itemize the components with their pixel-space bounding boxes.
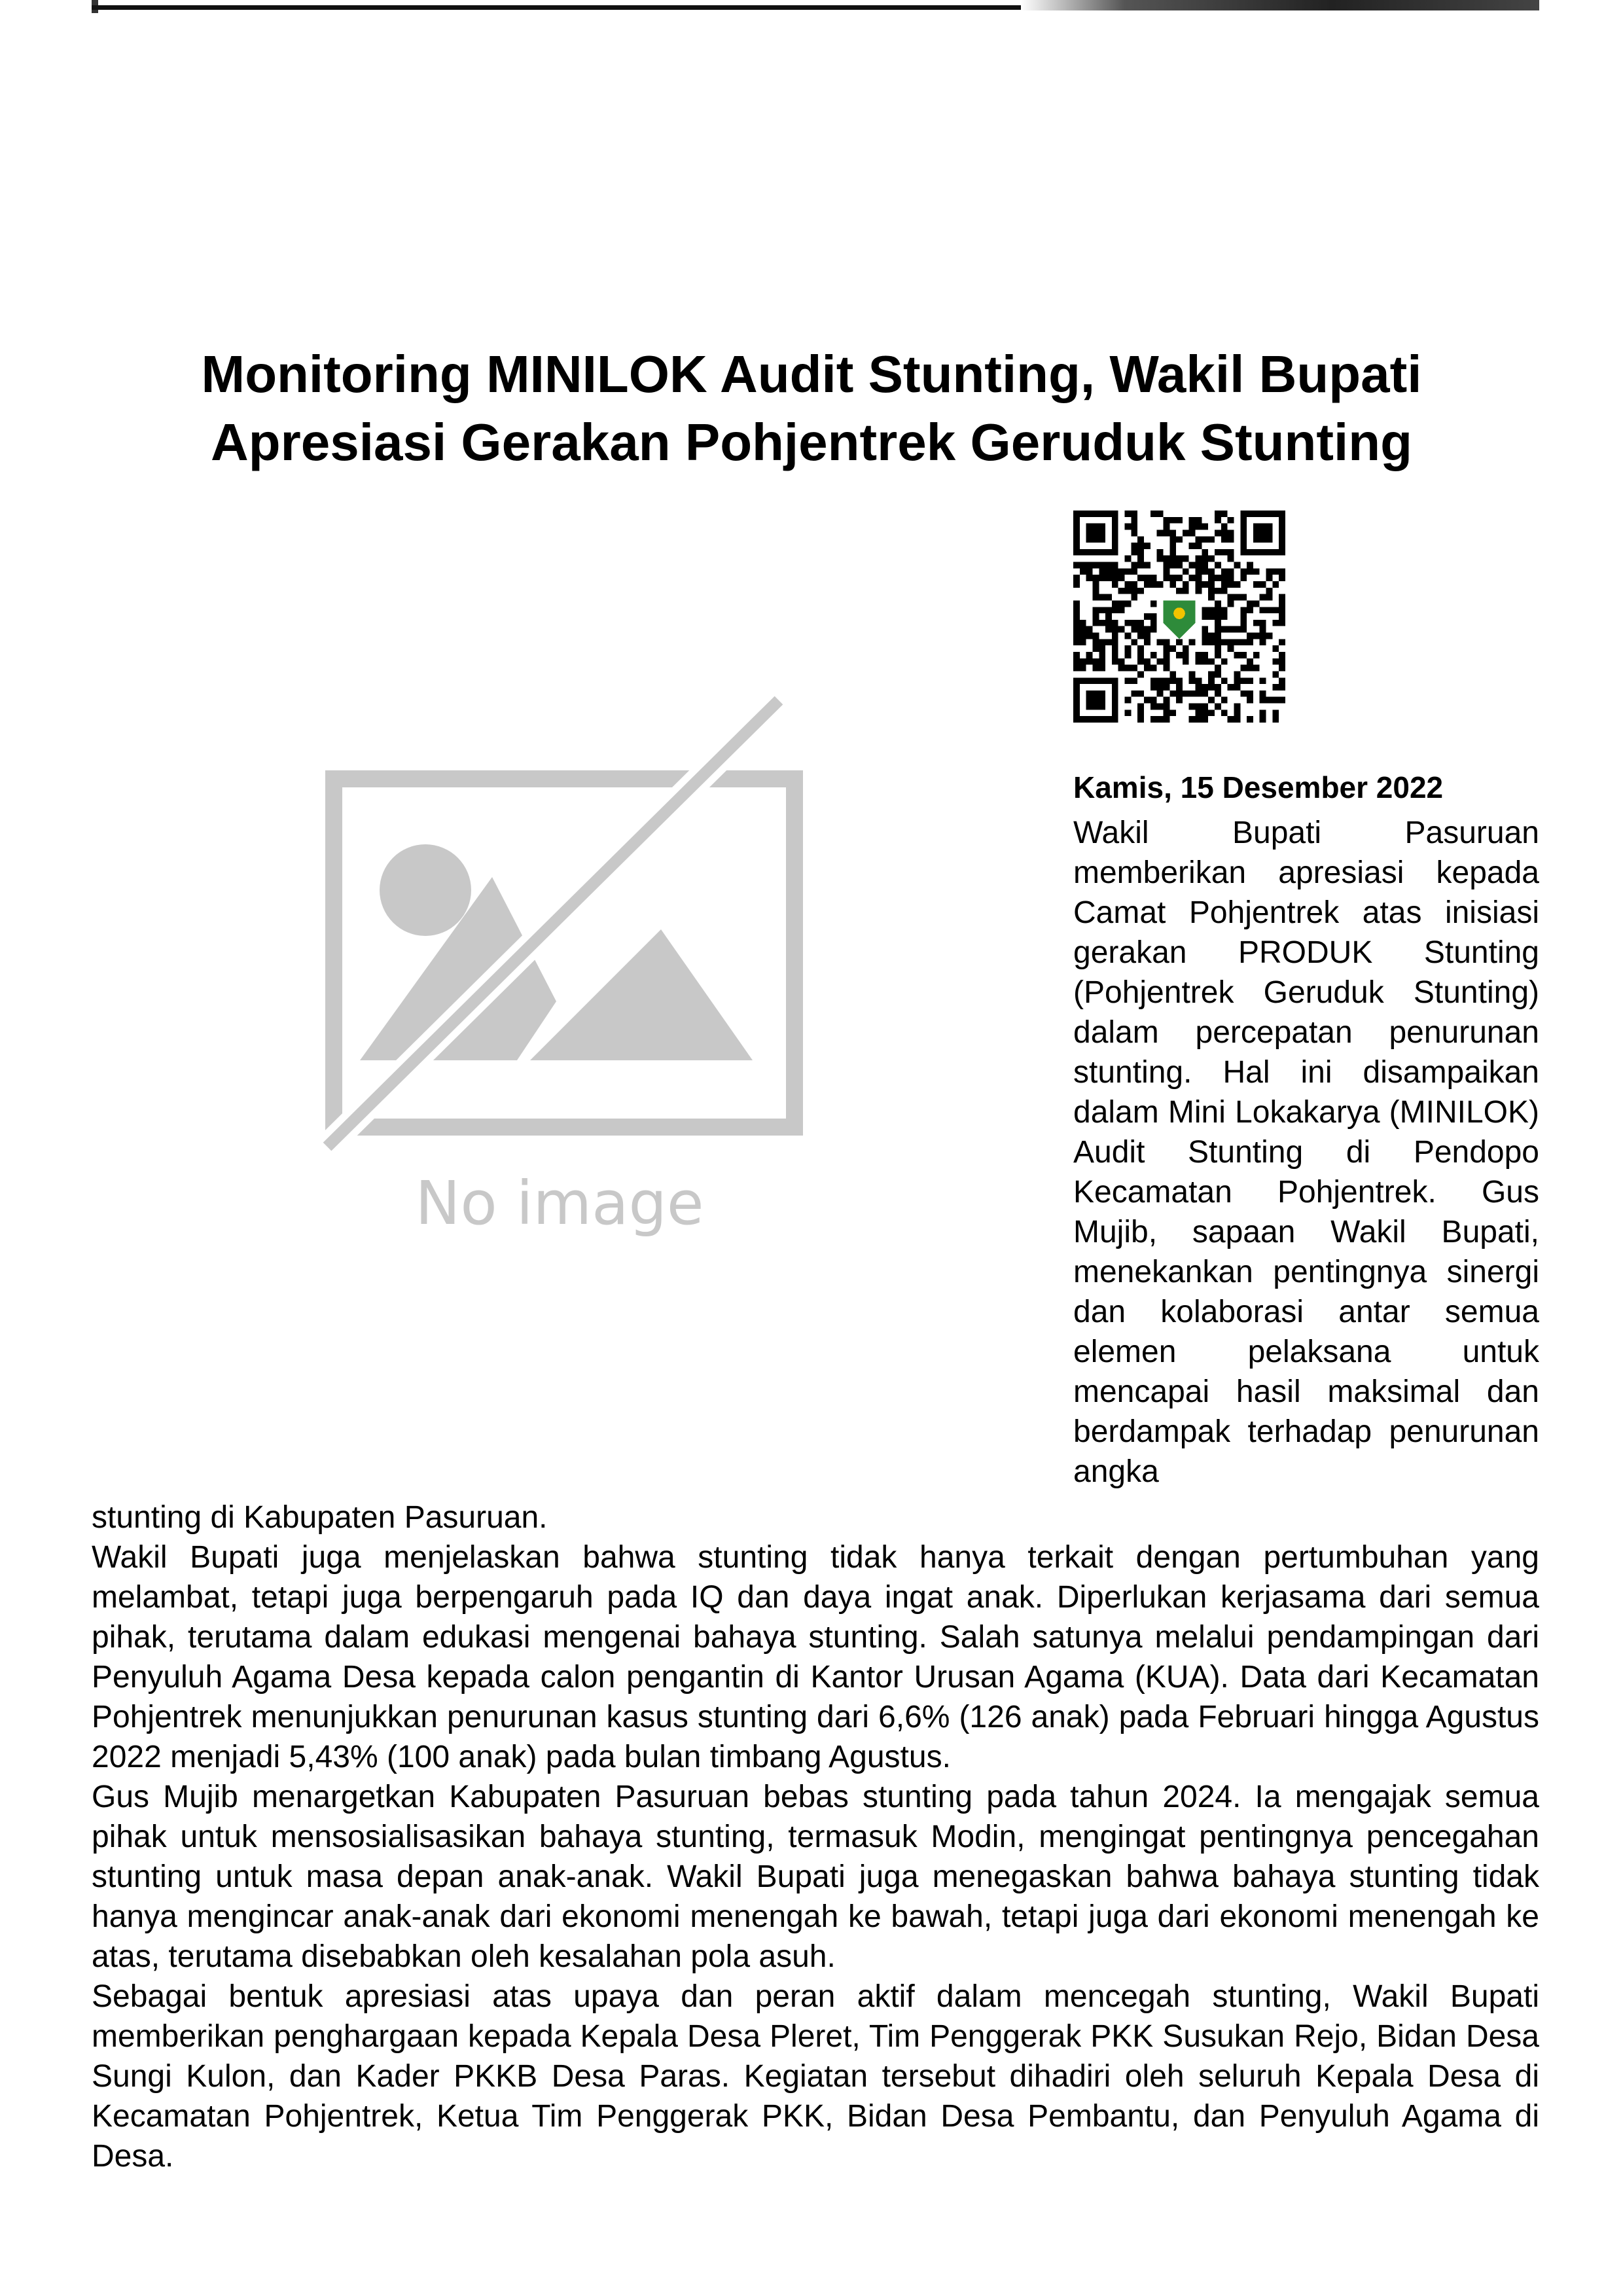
article-body [92,1498,1539,2176]
body-paragraph-2: Gus Mujib menargetkan Kabupaten Pasuruan bebas stunting pada tahun 2024. Ia mengajak semua pihak untuk mensosialisasikan bahaya stunting, termasuk Modin, mengingat pentingnya pencegahan stunting untuk masa depan anak-anak. Wakil Bupati juga menegaskan bahwa bahaya stunting tidak hanya mengincar anak-anak dari ekonomi menengah ke bawah, tetapi juga dari ekonomi menengah ke atas, terutama disebabkan oleh kesalahan pola asuh. [92,1780,1539,1974]
qr-code-icon [1073,511,1285,723]
no-image-placeholder [321,694,818,1270]
lead-paragraph: Wakil Bupati Pasuruan memberikan apresiasi kepada Camat Pohjentrek atas inisiasi gerakan PRODUK Stunting (Pohjentrek Geruduk Stunting) dalam percepatan penurunan stunting. Hal ini disampaikan dalam Mini Lokakarya (MINILOK) Audit Stunting di Pendopo Kecamatan Pohjentrek. Gus Mujib, sapaan Wakil Bupati, menekankan pentingnya sinergi dan kolaborasi antar semua elemen pelaksana untuk mencapai hasil maksimal dan berdampak terhadap penurunan angka [1073,816,1539,1489]
article-title-line-1: Monitoring MINILOK Audit Stunting, Wakil Bupati [201,345,1422,403]
lead-paragraph-continuation: stunting di Kabupaten Pasuruan. [92,1500,548,1535]
placeholder-sun-icon [380,844,471,936]
article-title [118,340,1505,476]
placeholder-mountain-right-icon [530,929,753,1060]
article-title-line-2: Apresiasi Gerakan Pohjentrek Geruduk Stunting [210,413,1412,471]
article-date: Kamis, 15 Desember 2022 [1073,770,1444,804]
body-paragraph-3: Sebagai bentuk apresiasi atas upaya dan peran aktif dalam mencegah stunting, Wakil Bupati memberikan penghargaan kepada Kepala Desa Pleret, Tim Penggerak PKK Susukan Rejo, Bidan Desa Sungi Kulon, dan Kader PKKB Desa Paras. Kegiatan tersebut dihadiri oleh seluruh Kepala Desa di Kecamatan Pohjentrek, Ketua Tim Penggerak PKK, Bidan Desa Pembantu, dan Penyuluh Agama di Desa. [92,1979,1539,2174]
lead-column [1073,764,1539,1492]
header-decoration [1021,0,1539,10]
placeholder-label: No image [415,1168,704,1238]
body-paragraph-1: Wakil Bupati juga menjelaskan bahwa stunting tidak hanya terkait dengan pertumbuhan yang melambat, tetapi juga berpengaruh pada IQ dan daya ingat anak. Diperlukan kerjasama dari semua pihak, terutama dalam edukasi mengenai bahaya stunting. Salah satunya melalui pendampingan dari Penyuluh Agama Desa kepada calon pengantin di Kantor Urusan Agama (KUA). Data dari Kecamatan Pohjentrek menunjukkan penurunan kasus stunting dari 6,6% (126 anak) pada Februari hingga Agustus 2022 menjadi 5,43% (100 anak) pada bulan timbang Agustus. [92,1540,1539,1774]
